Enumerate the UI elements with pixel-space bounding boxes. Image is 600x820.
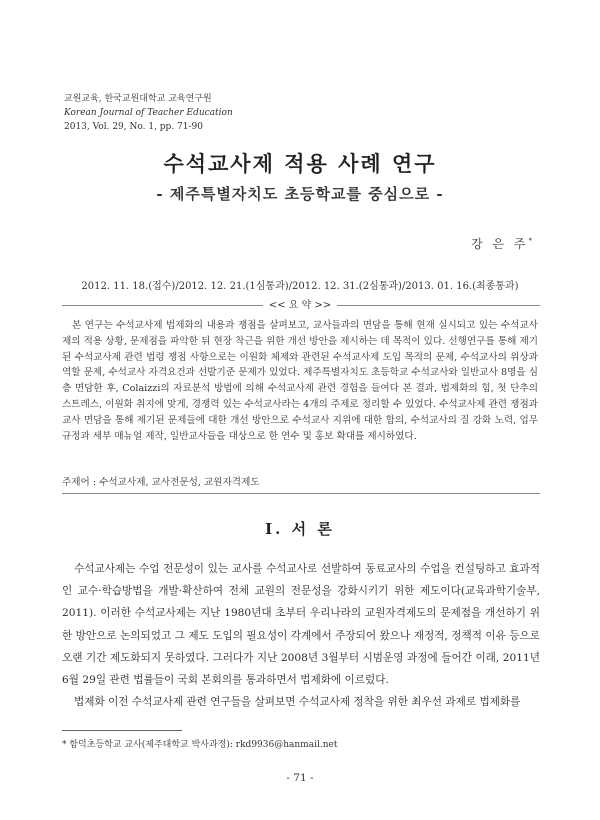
footnote: * 함덕초등학교 교사(제주대학교 박사과정): rkd9936@hanmail.net xyxy=(62,740,338,750)
body-paragraph: 법제화 이전 수석교사제 관련 연구들을 살펴보면 수석교사제 정착을 위한 최우선 과제로 법제화를 xyxy=(74,696,521,709)
section-title: Ⅰ. 서 론 xyxy=(265,520,335,538)
page-number: - 71 - xyxy=(286,772,314,784)
abstract-heading xyxy=(0,296,600,311)
footnote-rule xyxy=(62,730,182,731)
keywords-rule xyxy=(62,493,540,494)
journal-volume: 2013, Vol. 29, No. 1, pp. 71-90 xyxy=(64,122,203,132)
abstract-text: 본 연구는 수석교사제 법제화의 내용과 쟁점을 살펴보고, 교사들과의 면담을 통해 현재 실시되고 있는 수석교사제의 적용 상황, 문제점을 파악한 뒤 현장 착근을 위한 개선 방안을 제시하는 데 목적이 있다. 선행연구를 통해 제기된 수석교사제 관련 법령 쟁점 사항으로는 이원화 체제와 관련된 수석교사제 도입 목적의 문제, 수석교사의 위상과 역할 문제, 수석교사 자격요건과 선발기준 문제가 있었다. 제주특별자치도 초등학교 수석교사와 일반교사 8명을 심층 면담한 후, Colaizzi의 자료분석 방법에 의해 수석교사제 관련 경험을 들여다 본 결과, 법제화의 힘, 첫 단추의 스트레스, 이원화 취지에 맞게, 경쟁력 있는 수석교사라는 4개의 주제로 정리할 수 있었다. 수석교사제 관련 쟁점과 교사 면담을 통해 제기된 문제들에 대한 개선 방안으로 수석교사 지위에 대한 합의, 수석교사의 질 강화 노력, 업무 규정과 세부 매뉴얼 제작, 일반교사들을 대상으로 한 연수 및 홍보 확대를 제시하였다. xyxy=(62,320,538,442)
author xyxy=(471,235,532,252)
keywords: 주제어 : 수석교사제, 교사전문성, 교원자격제도 xyxy=(62,477,260,488)
author-footnote-mark: * xyxy=(528,237,532,245)
abstract-heading-text: << 요 약 >> xyxy=(263,300,337,311)
paper-subtitle: - 제주특별자치도 초등학교를 중심으로 - xyxy=(156,185,444,203)
body-paragraph: 수석교사제는 수업 전문성이 있는 교사를 수석교사로 선발하여 동료교사의 수업을 컨설팅하고 효과적인 교수·학습방법을 개발·확산하여 전체 교원의 전문성을 강화시키기 위한 제도이다(교육과학기술부, 2011). 이러한 수석교사제는 지난 1980년대 초부터 우리나라의 교원자격제도의 문제점을 개선하기 위한 방안으로 논의되었고 그 제도 도입의 필요성이 각계에서 주장되어 왔으나 재정적, 정책적 이유 등으로 오랜 기간 제도화되지 못하였다. 그러다가 지난 2008년 3월부터 시범운영 과정에 들어간 이래, 2011년 6월 29일 관련 법률들이 국회 본회의를 통과하면서 법제화에 이르렀다. xyxy=(62,563,540,687)
journal-name-korean: 교원교육, 한국교원대학교 교육연구원 xyxy=(64,94,212,104)
body-text xyxy=(62,558,540,713)
journal-info xyxy=(64,92,233,134)
paper-title: 수석교사제 적용 사례 연구 xyxy=(163,151,437,176)
journal-name-english: Korean Journal of Teacher Education xyxy=(64,108,233,118)
author-name: 강 은 주 xyxy=(471,237,529,251)
review-dates: 2012. 11. 18.(접수)/2012. 12. 21.(1심통과)/2012. 12. 31.(2심통과)/2013. 01. 16.(최종통과) xyxy=(81,281,519,292)
